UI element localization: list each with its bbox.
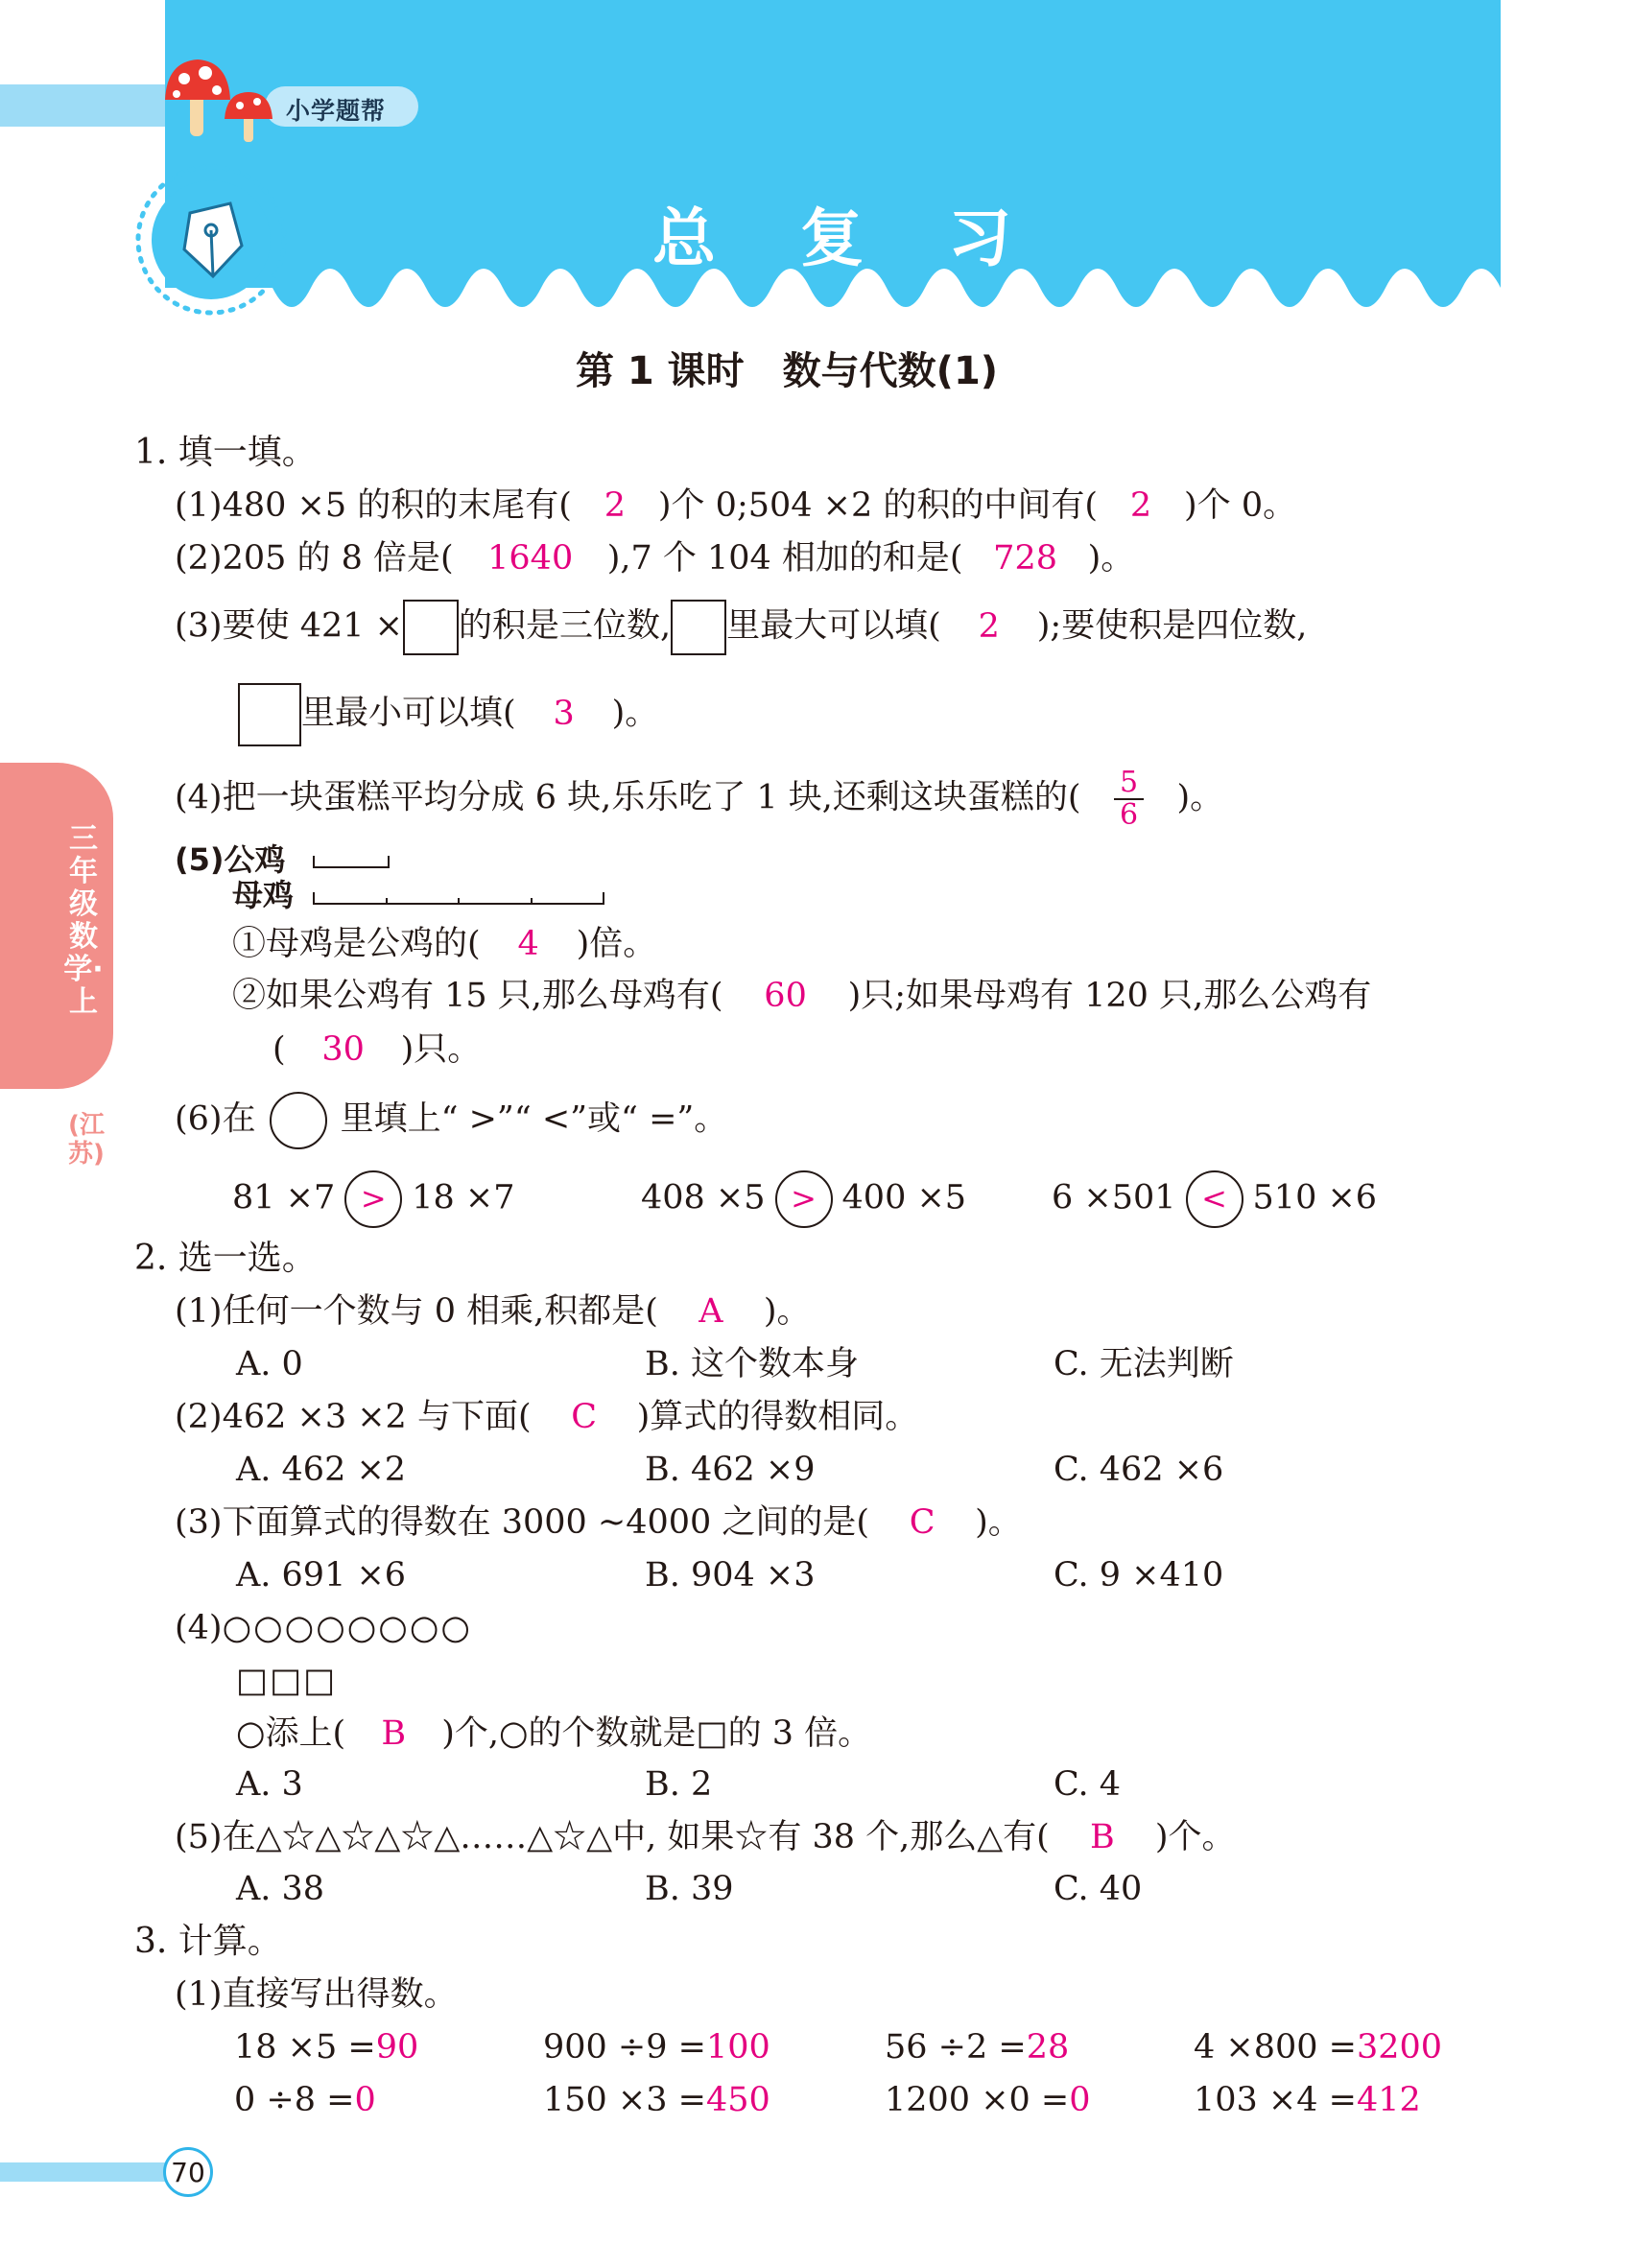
calc-answer: 3200 [1356,2028,1443,2067]
option-b: B. 39 [645,1870,734,1908]
q2i3-text-b: )。 [975,1503,1022,1542]
q1p1-text-c: )个 0。 [1184,486,1297,525]
compare-sign: < [1186,1170,1243,1228]
page-title: 总复习 [652,201,1096,275]
q1p5s3-text-b: )只。 [400,1030,482,1069]
calc-item [1194,2026,1442,2068]
q2-item-4 [175,1607,472,1649]
q2i1-answer: A [699,1292,723,1331]
q1p5-hen-label: 母鸡 [232,877,295,913]
option-a: A. 462 ×2 [236,1451,407,1489]
q3-heading: 3. 计算。 [134,1922,282,1961]
calc-expression: 1200 ×0 = [885,2081,1070,2119]
footer-strip [0,2162,175,2182]
pen-nib-icon [134,163,288,317]
compare-left: 408 ×5 [641,1178,766,1217]
blank-box [403,600,459,655]
region-label: (江苏) [68,1111,105,1169]
calc-item [543,2026,770,2068]
calc-expression: 4 ×800 = [1194,2028,1357,2067]
calc-expression: 56 ÷2 = [885,2028,1027,2067]
q1p5-sub1 [232,923,656,965]
q2i2-text-a: (2)462 ×3 ×2 与下面( [175,1398,532,1436]
grade-label: 三年级数学·上 [63,822,104,1019]
q1p5s3-answer: 30 [321,1030,365,1069]
q1-part1 [175,484,1296,527]
q2i2-answer: C [571,1398,597,1436]
page-number: 70 [163,2147,213,2197]
compare-left: 6 ×501 [1052,1178,1176,1217]
q1p2-text-c: )。 [1087,539,1135,578]
q3-sub-heading: (1)直接写出得数。 [175,1975,458,2014]
q1p5s1-text-a: ①母鸡是公鸡的( [232,925,481,963]
mushroom-icon [161,54,276,146]
q1p1-answer-1: 2 [604,486,627,525]
calc-item [234,2079,376,2121]
q1p5s1-answer: 4 [517,925,539,963]
q2i5-answer: B [1089,1818,1115,1856]
compare-item-1 [232,1170,515,1228]
q1-part3-cont [238,683,658,746]
q1p3-text-c: 里最大可以填( [726,606,941,646]
calc-answer: 412 [1356,2081,1421,2119]
calc-expression: 900 ÷9 = [543,2028,706,2067]
calc-answer: 0 [1069,2081,1091,2119]
option-a: A. 3 [236,1765,303,1804]
q2i3-answer: C [909,1503,935,1542]
calc-expression: 150 ×3 = [543,2081,706,2119]
q2-item-1 [175,1290,811,1333]
q2-item-2 [175,1396,918,1438]
calc-expression: 0 ÷8 = [234,2081,355,2119]
q2i5-text-b: )个。 [1154,1818,1236,1856]
option-b: B. 462 ×9 [645,1451,816,1489]
fraction-answer [1114,768,1144,831]
option-b: B. 这个数本身 [645,1345,859,1383]
q1p6-text-b: 里填上“ >”“ <”或“ =”。 [340,1099,728,1139]
q1p5s1-text-b: )倍。 [576,925,657,963]
compare-left: 81 ×7 [232,1178,336,1217]
q1p3-answer-1: 2 [978,606,1000,646]
q2-item-4-question [236,1713,871,1755]
compare-item-2 [641,1170,966,1228]
brand-name: 小学题帮 [286,97,387,125]
option-b: B. 904 ×3 [645,1556,816,1595]
q1p3-answer-2: 3 [553,694,575,733]
option-c: C. 40 [1054,1870,1143,1908]
q2i5-text-a: (5)在△☆△☆△☆△……△☆△中, 如果☆有 38 个,那么△有( [175,1818,1050,1856]
compare-sign: > [344,1170,402,1228]
option-a: A. 0 [236,1345,303,1383]
q1-part2 [175,537,1134,579]
calc-answer: 450 [705,2081,770,2119]
lesson-title: 第 1 课时 数与代数(1) [576,349,999,393]
calc-item [543,2079,770,2121]
q2i4-text-a: ○添上( [236,1714,346,1753]
option-a: A. 691 ×6 [236,1556,407,1595]
calc-item [885,2079,1091,2121]
q1p3-text-b: 的积是三位数, [458,606,672,646]
q1p2-answer-2: 728 [993,539,1057,578]
compare-sign: > [775,1170,833,1228]
q1p1-answer-2: 2 [1129,486,1152,525]
calc-answer: 0 [354,2081,376,2119]
q1p3-text-f: )。 [611,694,659,733]
q2i1-text-b: )。 [763,1292,811,1331]
fraction-numerator: 5 [1114,768,1144,800]
compare-right: 400 ×5 [841,1178,967,1217]
option-a: A. 38 [236,1870,325,1908]
circles-row: ○○○○○○○○ [222,1609,472,1647]
option-c: C. 462 ×6 [1054,1451,1224,1489]
q2i4-answer: B [381,1714,407,1753]
q2i4-text-b: )个,○的个数就是□的 3 倍。 [441,1714,872,1753]
option-c: C. 无法判断 [1054,1345,1234,1383]
q1p5s2-text-a: ②如果公鸡有 15 只,那么母鸡有( [232,977,723,1015]
compare-right: 510 ×6 [1252,1178,1378,1217]
q2i1-text-a: (1)任何一个数与 0 相乘,积都是( [175,1292,658,1331]
q1-part6 [175,1092,727,1149]
squares-row: □□□ [236,1662,338,1700]
q1-part3 [175,600,1307,655]
q1p4-text-a: (4)把一块蛋糕平均分成 6 块,乐乐吃了 1 块,还剩这块蛋糕的( [175,778,1081,817]
q2-item-5 [175,1816,1235,1858]
hen-bar [313,892,604,906]
q1p1-text-b: )个 0;504 ×2 的积的中间有( [657,486,1099,525]
calc-answer: 100 [705,2028,770,2067]
blank-box [671,600,726,655]
calc-expression: 103 ×4 = [1194,2081,1357,2119]
q1-heading: 1. 填一填。 [134,433,317,472]
q1p2-text-b: ),7 个 104 相加的和是( [606,539,963,578]
compare-circle [270,1092,327,1149]
q1p5-rooster-label: (5)公鸡 [175,841,286,878]
calc-answer: 90 [375,2028,419,2067]
q1p5-sub2 [232,975,1371,1017]
q2i2-text-b: )算式的得数相同。 [636,1398,919,1436]
q1p4-text-b: )。 [1176,778,1224,817]
q2-item-3 [175,1501,1022,1544]
compare-right: 18 ×7 [412,1178,515,1217]
option-c: C. 9 ×410 [1054,1556,1224,1595]
q1p3-text-d: );要使积是四位数, [1036,606,1308,646]
q2i3-text-a: (3)下面算式的得数在 3000 ~4000 之间的是( [175,1503,870,1542]
q1p2-answer-1: 1640 [487,539,574,578]
q1p5s3-text-a: ( [272,1030,286,1069]
q1p6-text-a: (6)在 [175,1099,256,1139]
fraction-denominator: 6 [1119,798,1139,832]
q1p3-text-a: (3)要使 421 × [175,606,403,646]
option-c: C. 4 [1054,1765,1122,1804]
calc-expression: 18 ×5 = [234,2028,376,2067]
q1p5s2-text-b: )只;如果母鸡有 120 只,那么公鸡有 [847,977,1372,1015]
rooster-bar [313,856,390,869]
blank-box [238,683,301,746]
q1p5-sub3 [272,1028,481,1071]
q2i4-label: (4) [175,1609,223,1647]
compare-item-3 [1052,1170,1377,1228]
calc-item [234,2026,418,2068]
calc-answer: 28 [1026,2028,1070,2067]
calc-item [885,2026,1069,2068]
q1-part4 [175,766,1224,832]
q2-heading: 2. 选一选。 [134,1239,317,1278]
option-b: B. 2 [645,1765,713,1804]
q1p1-text-a: (1)480 ×5 的积的末尾有( [175,486,572,525]
q1p2-text-a: (2)205 的 8 倍是( [175,539,454,578]
calc-item [1194,2079,1421,2121]
q1p5s2-answer: 60 [764,977,807,1015]
q1p3-text-e: 里最小可以填( [301,694,516,733]
